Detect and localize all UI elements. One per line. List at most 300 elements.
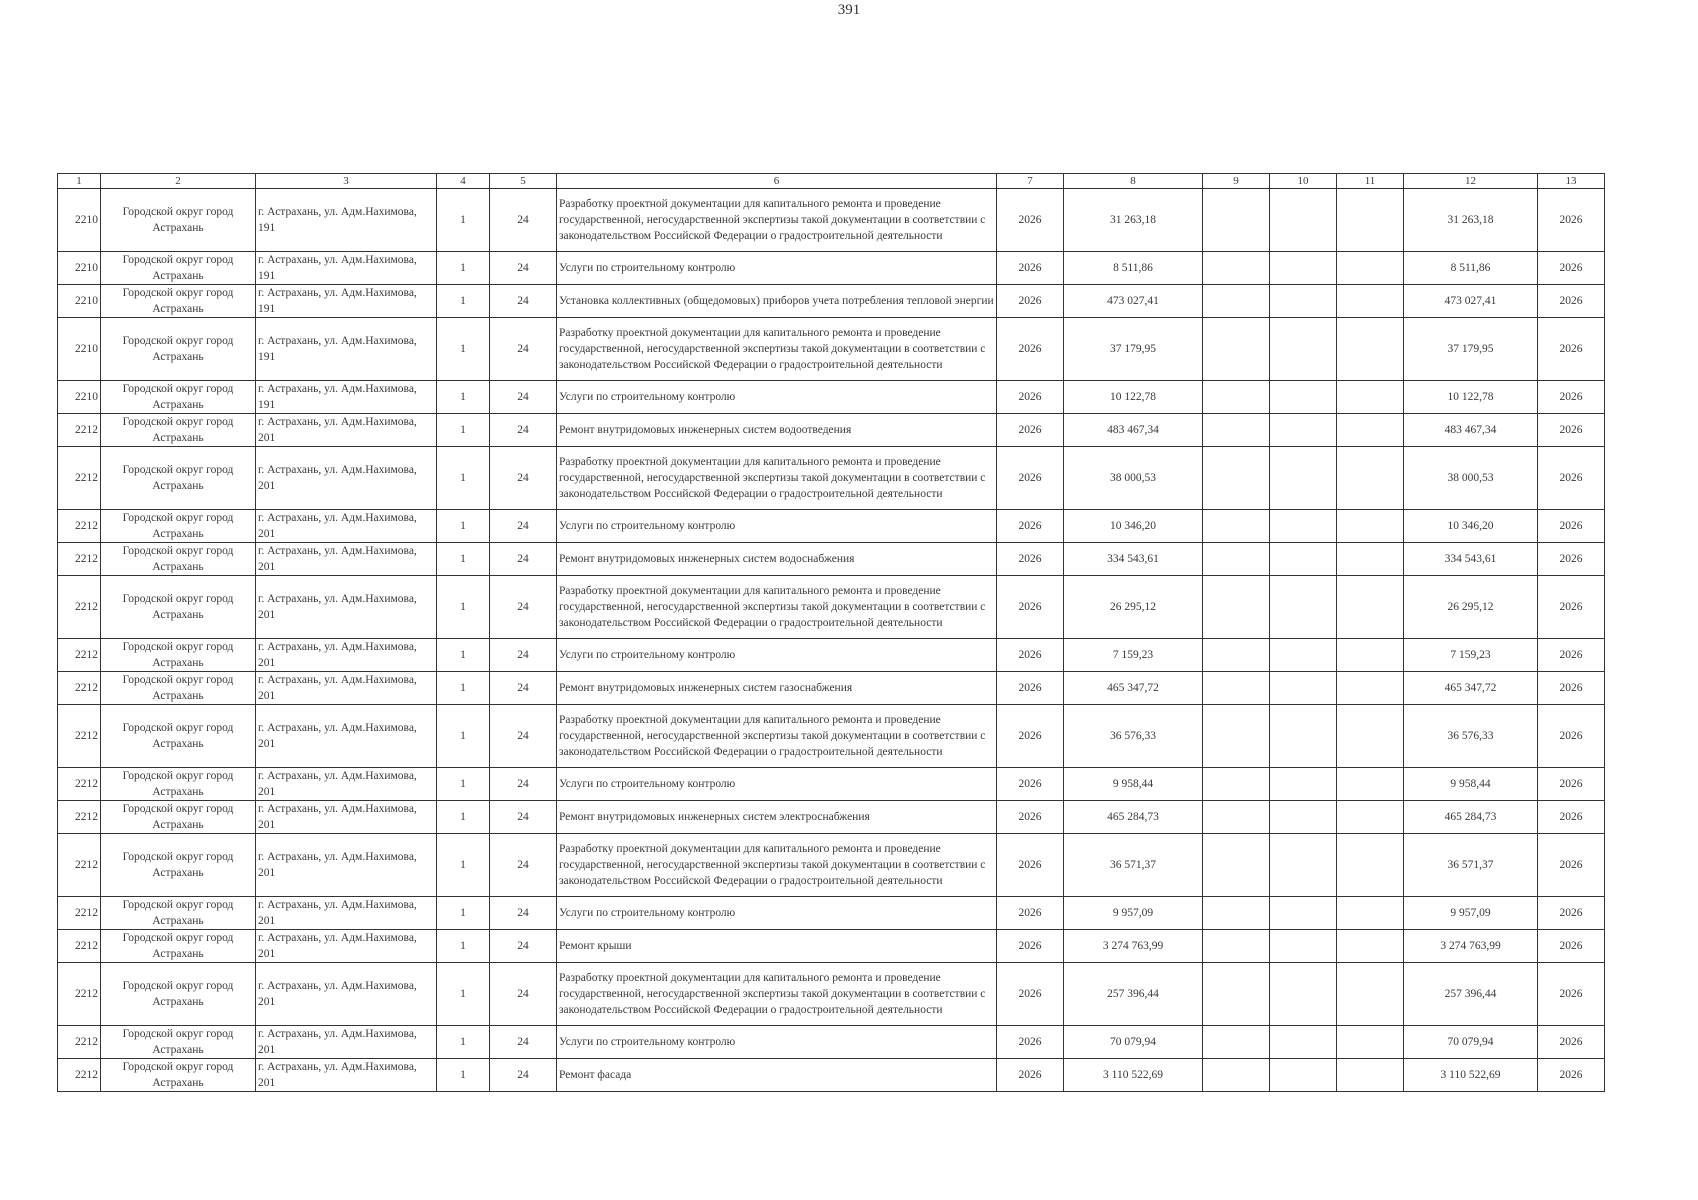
column-4-value: 1 — [437, 576, 490, 639]
column-11-value — [1337, 414, 1404, 447]
column-5-value: 24 — [490, 285, 557, 318]
column-10-value — [1270, 768, 1337, 801]
table-row — [58, 576, 1605, 639]
work-type: Разработку проектной документации для капитального ремонта и проведение государственной, негосударственной экспертизы такой документации в соответствии с законодательством Российской Федерации о градостроительной деятельности — [557, 318, 997, 381]
work-type: Разработку проектной документации для капитального ремонта и проведение государственной, негосударственной экспертизы такой документации в соответствии с законодательством Российской Федерации о градостроительной деятельности — [557, 189, 997, 252]
column-4-value: 1 — [437, 1026, 490, 1059]
cost-total: 473 027,41 — [1064, 285, 1203, 318]
column-header: 11 — [1337, 174, 1404, 189]
table-row — [58, 639, 1605, 672]
cost-total: 38 000,53 — [1064, 447, 1203, 510]
cost-fund: 10 346,20 — [1404, 510, 1538, 543]
table-row — [58, 705, 1605, 768]
year: 2026 — [997, 897, 1064, 930]
address: г. Астрахань, ул. Адм.Нахимова, 201 — [256, 414, 437, 447]
work-type: Ремонт внутридомовых инженерных систем газоснабжения — [557, 672, 997, 705]
completion-year: 2026 — [1538, 252, 1605, 285]
column-9-value — [1203, 1059, 1270, 1092]
work-type: Услуги по строительному контролю — [557, 1026, 997, 1059]
completion-year: 2026 — [1538, 705, 1605, 768]
municipality: Городской округ город Астрахань — [101, 1059, 256, 1092]
column-9-value — [1203, 897, 1270, 930]
year: 2026 — [997, 576, 1064, 639]
cost-total: 8 511,86 — [1064, 252, 1203, 285]
municipality: Городской округ город Астрахань — [101, 897, 256, 930]
municipality: Городской округ город Астрахань — [101, 834, 256, 897]
capital-repair-table — [57, 173, 1605, 1092]
column-4-value: 1 — [437, 447, 490, 510]
year: 2026 — [997, 447, 1064, 510]
table-row — [58, 381, 1605, 414]
column-10-value — [1270, 672, 1337, 705]
column-9-value — [1203, 189, 1270, 252]
municipality: Городской округ город Астрахань — [101, 510, 256, 543]
record-number: 2212 — [58, 801, 101, 834]
column-5-value: 24 — [490, 318, 557, 381]
work-type: Разработку проектной документации для капитального ремонта и проведение государственной, негосударственной экспертизы такой документации в соответствии с законодательством Российской Федерации о градостроительной деятельности — [557, 705, 997, 768]
cost-fund: 31 263,18 — [1404, 189, 1538, 252]
column-10-value — [1270, 834, 1337, 897]
work-type: Ремонт внутридомовых инженерных систем водоотведения — [557, 414, 997, 447]
column-5-value: 24 — [490, 510, 557, 543]
completion-year: 2026 — [1538, 381, 1605, 414]
column-header: 3 — [256, 174, 437, 189]
column-5-value: 24 — [490, 1059, 557, 1092]
column-9-value — [1203, 705, 1270, 768]
address: г. Астрахань, ул. Адм.Нахимова, 201 — [256, 1026, 437, 1059]
cost-total: 26 295,12 — [1064, 576, 1203, 639]
cost-total: 3 274 763,99 — [1064, 930, 1203, 963]
column-9-value — [1203, 672, 1270, 705]
column-11-value — [1337, 318, 1404, 381]
year: 2026 — [997, 672, 1064, 705]
completion-year: 2026 — [1538, 414, 1605, 447]
cost-total: 7 159,23 — [1064, 639, 1203, 672]
cost-fund: 10 122,78 — [1404, 381, 1538, 414]
record-number: 2212 — [58, 639, 101, 672]
work-type: Услуги по строительному контролю — [557, 897, 997, 930]
column-4-value: 1 — [437, 189, 490, 252]
column-10-value — [1270, 801, 1337, 834]
column-10-value — [1270, 639, 1337, 672]
column-10-value — [1270, 318, 1337, 381]
work-type: Разработку проектной документации для капитального ремонта и проведение государственной, негосударственной экспертизы такой документации в соответствии с законодательством Российской Федерации о градостроительной деятельности — [557, 834, 997, 897]
cost-fund: 257 396,44 — [1404, 963, 1538, 1026]
completion-year: 2026 — [1538, 1059, 1605, 1092]
address: г. Астрахань, ул. Адм.Нахимова, 201 — [256, 672, 437, 705]
column-header: 9 — [1203, 174, 1270, 189]
cost-fund: 37 179,95 — [1404, 318, 1538, 381]
column-11-value — [1337, 834, 1404, 897]
column-9-value — [1203, 252, 1270, 285]
record-number: 2210 — [58, 318, 101, 381]
column-5-value: 24 — [490, 834, 557, 897]
column-9-value — [1203, 414, 1270, 447]
record-number: 2212 — [58, 414, 101, 447]
municipality: Городской округ город Астрахань — [101, 576, 256, 639]
cost-fund: 465 284,73 — [1404, 801, 1538, 834]
municipality: Городской округ город Астрахань — [101, 543, 256, 576]
column-11-value — [1337, 285, 1404, 318]
column-11-value — [1337, 963, 1404, 1026]
address: г. Астрахань, ул. Адм.Нахимова, 191 — [256, 381, 437, 414]
work-type: Установка коллективных (общедомовых) приборов учета потребления тепловой энергии — [557, 285, 997, 318]
column-11-value — [1337, 801, 1404, 834]
completion-year: 2026 — [1538, 543, 1605, 576]
completion-year: 2026 — [1538, 834, 1605, 897]
year: 2026 — [997, 543, 1064, 576]
column-11-value — [1337, 381, 1404, 414]
year: 2026 — [997, 189, 1064, 252]
column-5-value: 24 — [490, 897, 557, 930]
column-header: 13 — [1538, 174, 1605, 189]
column-5-value: 24 — [490, 705, 557, 768]
year: 2026 — [997, 510, 1064, 543]
work-type: Ремонт внутридомовых инженерных систем электроснабжения — [557, 801, 997, 834]
column-5-value: 24 — [490, 963, 557, 1026]
table-row — [58, 897, 1605, 930]
municipality: Городской округ город Астрахань — [101, 252, 256, 285]
completion-year: 2026 — [1538, 1026, 1605, 1059]
column-10-value — [1270, 576, 1337, 639]
record-number: 2212 — [58, 1026, 101, 1059]
column-9-value — [1203, 447, 1270, 510]
column-5-value: 24 — [490, 639, 557, 672]
column-11-value — [1337, 576, 1404, 639]
municipality: Городской округ город Астрахань — [101, 414, 256, 447]
column-10-value — [1270, 381, 1337, 414]
column-header: 2 — [101, 174, 256, 189]
cost-fund: 8 511,86 — [1404, 252, 1538, 285]
column-4-value: 1 — [437, 510, 490, 543]
column-4-value: 1 — [437, 381, 490, 414]
cost-fund: 334 543,61 — [1404, 543, 1538, 576]
cost-fund: 9 958,44 — [1404, 768, 1538, 801]
column-10-value — [1270, 930, 1337, 963]
column-11-value — [1337, 672, 1404, 705]
column-11-value — [1337, 189, 1404, 252]
completion-year: 2026 — [1538, 447, 1605, 510]
column-9-value — [1203, 801, 1270, 834]
column-10-value — [1270, 510, 1337, 543]
column-11-value — [1337, 543, 1404, 576]
address: г. Астрахань, ул. Адм.Нахимова, 191 — [256, 252, 437, 285]
address: г. Астрахань, ул. Адм.Нахимова, 201 — [256, 447, 437, 510]
table-row — [58, 252, 1605, 285]
column-header: 1 — [58, 174, 101, 189]
column-5-value: 24 — [490, 252, 557, 285]
column-10-value — [1270, 447, 1337, 510]
cost-total: 465 284,73 — [1064, 801, 1203, 834]
column-11-value — [1337, 447, 1404, 510]
year: 2026 — [997, 639, 1064, 672]
work-type: Услуги по строительному контролю — [557, 768, 997, 801]
record-number: 2210 — [58, 285, 101, 318]
column-10-value — [1270, 963, 1337, 1026]
cost-fund: 473 027,41 — [1404, 285, 1538, 318]
cost-fund: 465 347,72 — [1404, 672, 1538, 705]
column-9-value — [1203, 381, 1270, 414]
address: г. Астрахань, ул. Адм.Нахимова, 191 — [256, 189, 437, 252]
column-5-value: 24 — [490, 801, 557, 834]
column-header: 6 — [557, 174, 997, 189]
column-4-value: 1 — [437, 705, 490, 768]
address: г. Астрахань, ул. Адм.Нахимова, 191 — [256, 318, 437, 381]
column-4-value: 1 — [437, 801, 490, 834]
year: 2026 — [997, 834, 1064, 897]
column-4-value: 1 — [437, 963, 490, 1026]
work-type: Ремонт внутридомовых инженерных систем водоснабжения — [557, 543, 997, 576]
cost-total: 36 571,37 — [1064, 834, 1203, 897]
column-10-value — [1270, 252, 1337, 285]
work-type: Услуги по строительному контролю — [557, 639, 997, 672]
cost-total: 10 122,78 — [1064, 381, 1203, 414]
record-number: 2212 — [58, 897, 101, 930]
record-number: 2212 — [58, 963, 101, 1026]
work-type: Услуги по строительному контролю — [557, 252, 997, 285]
record-number: 2212 — [58, 447, 101, 510]
municipality: Городской округ город Астрахань — [101, 930, 256, 963]
table-row — [58, 1059, 1605, 1092]
column-9-value — [1203, 639, 1270, 672]
cost-total: 9 957,09 — [1064, 897, 1203, 930]
completion-year: 2026 — [1538, 285, 1605, 318]
table-row — [58, 189, 1605, 252]
column-10-value — [1270, 285, 1337, 318]
column-5-value: 24 — [490, 381, 557, 414]
column-9-value — [1203, 285, 1270, 318]
column-9-value — [1203, 963, 1270, 1026]
table-row — [58, 510, 1605, 543]
cost-fund: 9 957,09 — [1404, 897, 1538, 930]
work-type: Услуги по строительному контролю — [557, 510, 997, 543]
column-9-value — [1203, 930, 1270, 963]
municipality: Городской округ город Астрахань — [101, 447, 256, 510]
cost-fund: 38 000,53 — [1404, 447, 1538, 510]
table-row — [58, 543, 1605, 576]
cost-total: 10 346,20 — [1064, 510, 1203, 543]
completion-year: 2026 — [1538, 318, 1605, 381]
column-10-value — [1270, 897, 1337, 930]
column-10-value — [1270, 543, 1337, 576]
record-number: 2212 — [58, 768, 101, 801]
cost-total: 70 079,94 — [1064, 1026, 1203, 1059]
column-10-value — [1270, 1059, 1337, 1092]
address: г. Астрахань, ул. Адм.Нахимова, 201 — [256, 1059, 437, 1092]
cost-total: 257 396,44 — [1064, 963, 1203, 1026]
completion-year: 2026 — [1538, 189, 1605, 252]
column-9-value — [1203, 543, 1270, 576]
column-5-value: 24 — [490, 576, 557, 639]
table-body — [58, 189, 1605, 1092]
column-5-value: 24 — [490, 447, 557, 510]
table-row — [58, 447, 1605, 510]
address: г. Астрахань, ул. Адм.Нахимова, 201 — [256, 963, 437, 1026]
cost-fund: 3 274 763,99 — [1404, 930, 1538, 963]
record-number: 2210 — [58, 252, 101, 285]
record-number: 2210 — [58, 189, 101, 252]
cost-total: 9 958,44 — [1064, 768, 1203, 801]
table-row — [58, 768, 1605, 801]
cost-total: 465 347,72 — [1064, 672, 1203, 705]
completion-year: 2026 — [1538, 930, 1605, 963]
year: 2026 — [997, 930, 1064, 963]
address: г. Астрахань, ул. Адм.Нахимова, 201 — [256, 930, 437, 963]
column-11-value — [1337, 930, 1404, 963]
year: 2026 — [997, 801, 1064, 834]
cost-total: 3 110 522,69 — [1064, 1059, 1203, 1092]
record-number: 2212 — [58, 1059, 101, 1092]
column-10-value — [1270, 189, 1337, 252]
column-4-value: 1 — [437, 930, 490, 963]
year: 2026 — [997, 705, 1064, 768]
column-11-value — [1337, 1059, 1404, 1092]
municipality: Городской округ город Астрахань — [101, 768, 256, 801]
address: г. Астрахань, ул. Адм.Нахимова, 201 — [256, 897, 437, 930]
work-type: Услуги по строительному контролю — [557, 381, 997, 414]
year: 2026 — [997, 963, 1064, 1026]
column-header: 8 — [1064, 174, 1203, 189]
column-5-value: 24 — [490, 768, 557, 801]
year: 2026 — [997, 414, 1064, 447]
year: 2026 — [997, 1059, 1064, 1092]
column-5-value: 24 — [490, 414, 557, 447]
municipality: Городской округ город Астрахань — [101, 672, 256, 705]
table-row — [58, 672, 1605, 705]
completion-year: 2026 — [1538, 897, 1605, 930]
column-10-value — [1270, 414, 1337, 447]
column-5-value: 24 — [490, 543, 557, 576]
cost-total: 36 576,33 — [1064, 705, 1203, 768]
table-row — [58, 285, 1605, 318]
municipality: Городской округ город Астрахань — [101, 189, 256, 252]
column-11-value — [1337, 705, 1404, 768]
table-row — [58, 1026, 1605, 1059]
completion-year: 2026 — [1538, 801, 1605, 834]
column-4-value: 1 — [437, 543, 490, 576]
work-type: Разработку проектной документации для капитального ремонта и проведение государственной, негосударственной экспертизы такой документации в соответствии с законодательством Российской Федерации о градостроительной деятельности — [557, 963, 997, 1026]
work-type: Ремонт фасада — [557, 1059, 997, 1092]
address: г. Астрахань, ул. Адм.Нахимова, 201 — [256, 801, 437, 834]
column-4-value: 1 — [437, 897, 490, 930]
column-4-value: 1 — [437, 672, 490, 705]
address: г. Астрахань, ул. Адм.Нахимова, 201 — [256, 510, 437, 543]
year: 2026 — [997, 318, 1064, 381]
cost-fund: 7 159,23 — [1404, 639, 1538, 672]
address: г. Астрахань, ул. Адм.Нахимова, 201 — [256, 768, 437, 801]
column-header: 7 — [997, 174, 1064, 189]
municipality: Городской округ город Астрахань — [101, 639, 256, 672]
column-header: 10 — [1270, 174, 1337, 189]
municipality: Городской округ город Астрахань — [101, 285, 256, 318]
column-11-value — [1337, 1026, 1404, 1059]
year: 2026 — [997, 768, 1064, 801]
column-4-value: 1 — [437, 252, 490, 285]
column-number-row — [58, 174, 1605, 189]
column-9-value — [1203, 510, 1270, 543]
address: г. Астрахань, ул. Адм.Нахимова, 201 — [256, 576, 437, 639]
record-number: 2212 — [58, 705, 101, 768]
cost-total: 483 467,34 — [1064, 414, 1203, 447]
column-11-value — [1337, 897, 1404, 930]
municipality: Городской округ город Астрахань — [101, 1026, 256, 1059]
municipality: Городской округ город Астрахань — [101, 801, 256, 834]
completion-year: 2026 — [1538, 768, 1605, 801]
cost-total: 334 543,61 — [1064, 543, 1203, 576]
year: 2026 — [997, 1026, 1064, 1059]
cost-fund: 3 110 522,69 — [1404, 1059, 1538, 1092]
page-number: 391 — [837, 2, 861, 18]
cost-fund: 26 295,12 — [1404, 576, 1538, 639]
completion-year: 2026 — [1538, 576, 1605, 639]
work-type: Разработку проектной документации для капитального ремонта и проведение государственной, негосударственной экспертизы такой документации в соответствии с законодательством Российской Федерации о градостроительной деятельности — [557, 576, 997, 639]
municipality: Городской округ город Астрахань — [101, 963, 256, 1026]
year: 2026 — [997, 285, 1064, 318]
table-row — [58, 318, 1605, 381]
completion-year: 2026 — [1538, 963, 1605, 1026]
column-5-value: 24 — [490, 930, 557, 963]
work-type: Ремонт крыши — [557, 930, 997, 963]
record-number: 2210 — [58, 381, 101, 414]
record-number: 2212 — [58, 510, 101, 543]
year: 2026 — [997, 381, 1064, 414]
municipality: Городской округ город Астрахань — [101, 705, 256, 768]
record-number: 2212 — [58, 543, 101, 576]
completion-year: 2026 — [1538, 510, 1605, 543]
column-header: 5 — [490, 174, 557, 189]
work-type: Разработку проектной документации для капитального ремонта и проведение государственной, негосударственной экспертизы такой документации в соответствии с законодательством Российской Федерации о градостроительной деятельности — [557, 447, 997, 510]
column-9-value — [1203, 318, 1270, 381]
column-11-value — [1337, 510, 1404, 543]
column-4-value: 1 — [437, 1059, 490, 1092]
address: г. Астрахань, ул. Адм.Нахимова, 191 — [256, 285, 437, 318]
table-row — [58, 414, 1605, 447]
column-10-value — [1270, 705, 1337, 768]
column-4-value: 1 — [437, 285, 490, 318]
municipality: Городской округ город Астрахань — [101, 381, 256, 414]
column-4-value: 1 — [437, 318, 490, 381]
column-4-value: 1 — [437, 768, 490, 801]
column-9-value — [1203, 768, 1270, 801]
cost-fund: 70 079,94 — [1404, 1026, 1538, 1059]
completion-year: 2026 — [1538, 672, 1605, 705]
table-row — [58, 834, 1605, 897]
address: г. Астрахань, ул. Адм.Нахимова, 201 — [256, 543, 437, 576]
completion-year: 2026 — [1538, 639, 1605, 672]
column-5-value: 24 — [490, 672, 557, 705]
column-5-value: 24 — [490, 1026, 557, 1059]
cost-total: 37 179,95 — [1064, 318, 1203, 381]
table-row — [58, 801, 1605, 834]
cost-total: 31 263,18 — [1064, 189, 1203, 252]
address: г. Астрахань, ул. Адм.Нахимова, 201 — [256, 834, 437, 897]
column-4-value: 1 — [437, 834, 490, 897]
column-11-value — [1337, 252, 1404, 285]
address: г. Астрахань, ул. Адм.Нахимова, 201 — [256, 705, 437, 768]
column-4-value: 1 — [437, 639, 490, 672]
address: г. Астрахань, ул. Адм.Нахимова, 201 — [256, 639, 437, 672]
record-number: 2212 — [58, 576, 101, 639]
column-10-value — [1270, 1026, 1337, 1059]
column-header: 12 — [1404, 174, 1538, 189]
record-number: 2212 — [58, 672, 101, 705]
record-number: 2212 — [58, 834, 101, 897]
cost-fund: 483 467,34 — [1404, 414, 1538, 447]
cost-fund: 36 576,33 — [1404, 705, 1538, 768]
table-row — [58, 930, 1605, 963]
column-9-value — [1203, 1026, 1270, 1059]
column-9-value — [1203, 834, 1270, 897]
